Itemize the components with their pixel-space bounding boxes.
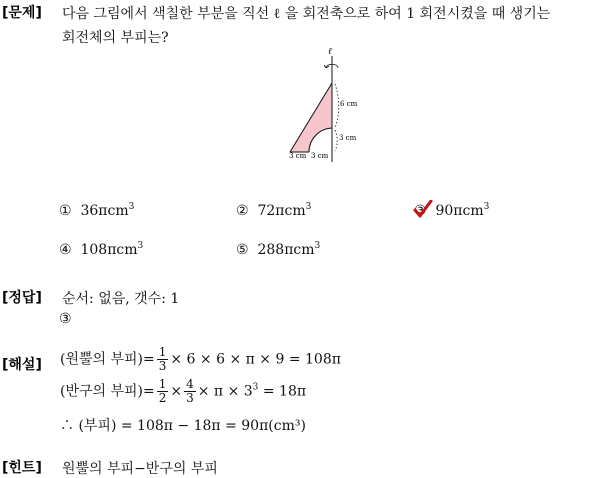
base-left-label: 3 cm bbox=[289, 152, 307, 160]
hemisphere-radius-label: 3 cm bbox=[339, 134, 357, 142]
problem-text-line2: 회전체의 부피는? bbox=[62, 30, 169, 46]
problem-label: [문제] bbox=[2, 5, 42, 21]
answer-line2: ③ bbox=[59, 311, 72, 327]
cone-height-label: 6 cm bbox=[340, 100, 358, 108]
explanation-line3: ∴ (부피) = 108π − 18π = 90π(cm³) bbox=[60, 418, 306, 434]
axis-label: ℓ bbox=[328, 47, 332, 57]
option-3[interactable]: ③ 90πcm$^3$ bbox=[414, 202, 490, 219]
hint-text: 원뿔의 부피−반구의 부피 bbox=[62, 461, 218, 477]
figure-diagram bbox=[280, 44, 370, 164]
explanation-line1: (원뿔의 부피)= $\frac{1}{3}$ × 6 × 6 × π × 9 = 108π bbox=[60, 345, 341, 373]
option-4[interactable]: ④ 108πcm$^3$ bbox=[59, 241, 144, 258]
option-1[interactable]: ① 36πcm$^3$ bbox=[59, 202, 135, 219]
base-right-label: 3 cm bbox=[311, 152, 329, 160]
option-5[interactable]: ⑤ 288πcm$^3$ bbox=[236, 241, 321, 258]
explanation-label: [해설] bbox=[2, 357, 42, 373]
check-mark-icon bbox=[413, 200, 433, 220]
answer-label: [정답] bbox=[2, 290, 42, 306]
option-2[interactable]: ② 72πcm$^3$ bbox=[236, 202, 312, 219]
hint-label: [힌트] bbox=[2, 460, 42, 476]
problem-text-line1: 다음 그림에서 색칠한 부분을 직선 ℓ 을 회전축으로 하여 1 회전시켰을 때 생기는 bbox=[62, 6, 551, 22]
explanation-line2: (반구의 부피)= $\frac{1}{2}$ × $\frac{4}{3}$ × $\pi \times 3^3 = 18\pi$ bbox=[60, 377, 307, 405]
answer-line1: 순서: 없음, 갯수: 1 bbox=[62, 291, 180, 307]
